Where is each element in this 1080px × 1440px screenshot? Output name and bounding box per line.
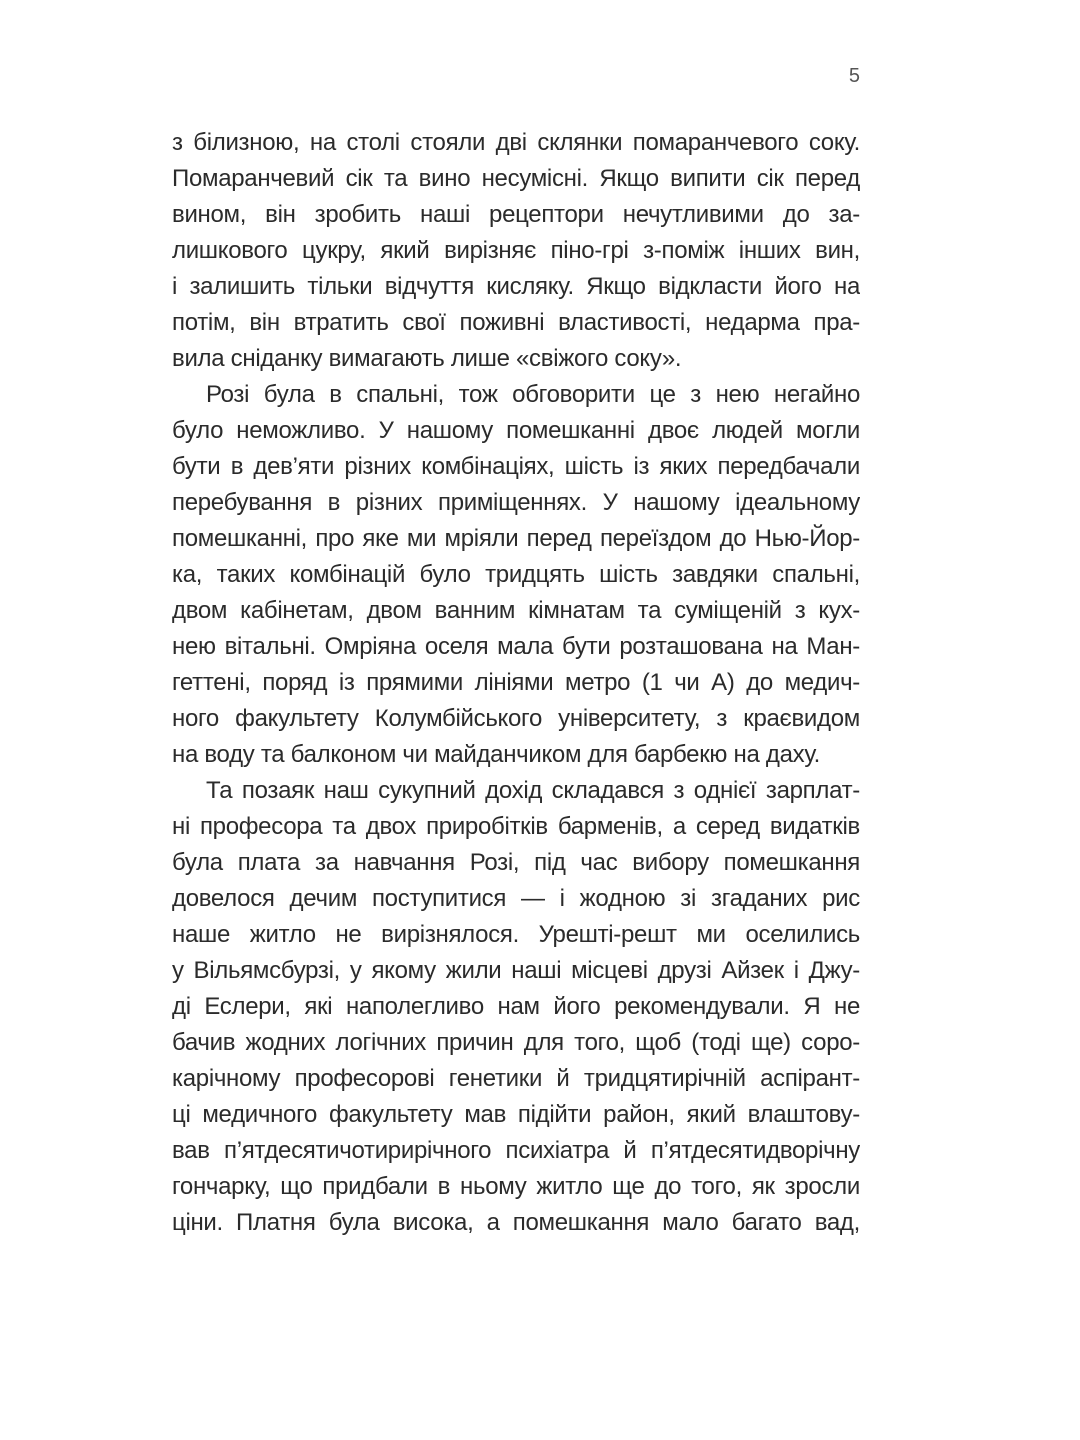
text-line: ка, таких комбінацій було тридцять шість завдяки спальні, xyxy=(172,561,860,588)
text-line: ні професора та двох приробітків барменів, а серед видатків xyxy=(172,813,860,840)
text-line: була плата за навчання Розі, під час вибору помешкання xyxy=(172,849,860,876)
text-line: на воду та балконом чи майданчиком для барбекю на даху. xyxy=(172,741,820,768)
text-line: ного факультету Колумбійського університету, з краєвидом xyxy=(172,705,860,732)
text-line: було неможливо. У нашому помешканні двоє людей могли xyxy=(172,417,860,444)
paragraph-first-line: Та позаяк наш сукупний дохід складався з однієї зарплат- xyxy=(206,777,860,804)
text-line: помешканні, про яке ми мріяли перед переїздом до Нью-Йор- xyxy=(172,525,860,552)
text-line: з білизною, на столі стояли дві склянки помаранчевого соку. xyxy=(172,129,860,156)
body-text xyxy=(172,125,860,1241)
text-line: бути в дев’яти різних комбінаціях, шість із яких передбачали xyxy=(172,453,860,480)
text-line: і залишить тільки відчуття кисляку. Якщо відкласти його на xyxy=(172,273,860,300)
text-line: карічному професорові генетики й тридцятирічній аспірант- xyxy=(172,1065,860,1092)
text-line: вила сніданку вимагають лише «свіжого соку». xyxy=(172,345,682,372)
text-line: перебування в різних приміщеннях. У нашому ідеальному xyxy=(172,489,860,516)
page-number: 5 xyxy=(848,65,860,87)
text-line: ді Еслери, які наполегливо нам його рекомендували. Я не xyxy=(172,993,860,1020)
text-line: потім, він втратить свої поживні властивості, недарма пра- xyxy=(172,309,860,336)
text-line: Помаранчевий сік та вино несумісні. Якщо випити сік перед xyxy=(172,165,860,192)
text-line: наше житло не вирізнялося. Урешті-решт ми оселились xyxy=(172,921,860,948)
text-line: лишкового цукру, який вирізняє піно-грі з-поміж інших вин, xyxy=(172,237,860,264)
text-line: ціни. Платня була висока, а помешкання мало багато вад, xyxy=(172,1209,860,1236)
text-line: ці медичного факультету мав підійти район, який влаштову- xyxy=(172,1101,860,1128)
paragraph-first-line: Розі була в спальні, тож обговорити це з нею негайно xyxy=(206,381,860,408)
text-line: гончарку, що придбали в ньому житло ще до того, як зросли xyxy=(172,1173,860,1200)
text-line: геттені, поряд із прямими лініями метро (1 чи А) до медич- xyxy=(172,669,860,696)
text-line: двом кабінетам, двом ванним кімнатам та суміщеній з кух- xyxy=(172,597,860,624)
text-line: нею вітальні. Омріяна оселя мала бути розташована на Ман- xyxy=(172,633,860,660)
text-line: вином, він зробить наші рецептори нечутливими до за- xyxy=(172,201,860,228)
text-line: вав п’ятдесятичотирирічного психіатра й п’ятдесятидворічну xyxy=(172,1137,860,1164)
text-line: у Вільямсбурзі, у якому жили наші місцеві друзі Айзек і Джу- xyxy=(172,957,860,984)
text-line: бачив жодних логічних причин для того, щоб (тоді ще) соро- xyxy=(172,1029,860,1056)
text-line: довелося дечим поступитися — і жодною зі згаданих рис xyxy=(172,885,860,912)
